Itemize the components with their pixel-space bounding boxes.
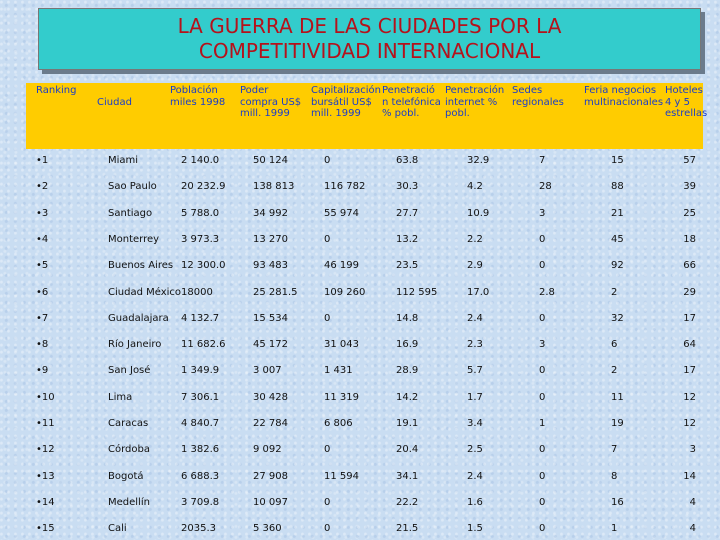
ranking-cell: •1 bbox=[36, 155, 49, 166]
value-cell: 19.1 bbox=[396, 418, 419, 429]
value-cell: 1 bbox=[539, 418, 546, 429]
value-cell: 66 bbox=[683, 260, 696, 272]
ranking-cell: •6 bbox=[36, 286, 49, 298]
value-cell: 4 bbox=[689, 523, 696, 535]
value-cell: 17.0 bbox=[467, 286, 490, 298]
value-cell: 32 bbox=[611, 312, 624, 324]
value-cell: 2.4 bbox=[467, 312, 483, 324]
value-cell: 21 bbox=[611, 207, 624, 219]
value-cell: 1.7 bbox=[467, 391, 483, 403]
city-cell: Monterrey bbox=[108, 233, 160, 245]
column-header-line: Poder bbox=[240, 85, 269, 96]
value-cell: 28 bbox=[539, 181, 552, 193]
column-header-5 bbox=[311, 85, 381, 120]
ranking-cell: •4 bbox=[36, 233, 49, 245]
ranking-cell: •11 bbox=[36, 418, 55, 429]
value-cell: 18 bbox=[683, 233, 696, 245]
value-cell: 2.5 bbox=[467, 444, 483, 456]
value-cell: 4 840.7 bbox=[181, 418, 220, 429]
city-cell: Sao Paulo bbox=[108, 181, 157, 193]
value-cell: 29 bbox=[683, 286, 696, 298]
ranking-cell: •12 bbox=[36, 444, 55, 456]
value-cell: 12 bbox=[683, 418, 696, 429]
value-cell: 138 813 bbox=[253, 181, 295, 193]
title-line-2: COMPETITIVIDAD INTERNACIONAL bbox=[198, 39, 541, 63]
value-cell: 50 124 bbox=[253, 155, 288, 166]
city-cell: Miami bbox=[108, 155, 139, 166]
column-header-line: 4 y 5 bbox=[665, 96, 690, 108]
value-cell: 1 bbox=[611, 523, 618, 535]
value-cell: 4 bbox=[689, 496, 696, 508]
column-header-line: % pobl. bbox=[382, 108, 420, 119]
title-line-1: LA GUERRA DE LAS CIUDADES POR LA bbox=[177, 14, 562, 38]
ranking-cell: •2 bbox=[36, 181, 49, 193]
table-row bbox=[0, 312, 720, 328]
value-cell: 116 782 bbox=[324, 181, 366, 193]
city-cell: Ciudad México bbox=[108, 286, 182, 298]
value-cell: 4.2 bbox=[467, 181, 483, 193]
value-cell: 92 bbox=[611, 260, 624, 272]
value-cell: 34 992 bbox=[253, 207, 288, 219]
value-cell: 1 382.6 bbox=[181, 444, 220, 456]
column-header-1 bbox=[36, 85, 76, 97]
value-cell: 2.2 bbox=[467, 233, 483, 245]
value-cell: 45 bbox=[611, 233, 624, 245]
city-cell: Córdoba bbox=[108, 444, 150, 456]
value-cell: 2 140.0 bbox=[181, 155, 220, 166]
value-cell: 0 bbox=[324, 312, 331, 324]
value-cell: 14.2 bbox=[396, 391, 419, 403]
value-cell: 55 974 bbox=[324, 207, 359, 219]
table-row bbox=[0, 522, 720, 538]
value-cell: 3 bbox=[689, 444, 696, 456]
value-cell: 2.4 bbox=[467, 470, 483, 482]
value-cell: 3 007 bbox=[253, 365, 282, 377]
ranking-cell: •5 bbox=[36, 260, 49, 272]
value-cell: 12 300.0 bbox=[181, 260, 226, 272]
value-cell: 20.4 bbox=[396, 444, 419, 456]
column-header-line: pobl. bbox=[445, 108, 470, 119]
city-cell: San José bbox=[108, 365, 151, 377]
value-cell: 0 bbox=[539, 365, 546, 377]
value-cell: 23.5 bbox=[396, 260, 419, 272]
table-row bbox=[0, 443, 720, 459]
value-cell: 28.9 bbox=[396, 365, 419, 377]
table-row bbox=[0, 286, 720, 302]
city-cell: Río Janeiro bbox=[108, 339, 162, 351]
value-cell: 5 360 bbox=[253, 523, 282, 535]
value-cell: 0 bbox=[324, 523, 331, 535]
column-header-7 bbox=[445, 85, 504, 120]
ranking-cell: •3 bbox=[36, 207, 49, 219]
table-row bbox=[0, 259, 720, 275]
value-cell: 2.9 bbox=[467, 260, 483, 272]
column-header-8 bbox=[512, 85, 564, 108]
city-cell: Guadalajara bbox=[108, 312, 169, 324]
value-cell: 1 349.9 bbox=[181, 365, 220, 377]
column-header-line: Penetració bbox=[382, 85, 435, 96]
value-cell: 7 bbox=[611, 444, 618, 456]
column-header-10 bbox=[665, 85, 707, 120]
value-cell: 64 bbox=[683, 339, 696, 351]
value-cell: 25 281.5 bbox=[253, 286, 298, 298]
value-cell: 46 199 bbox=[324, 260, 359, 272]
ranking-cell: •8 bbox=[36, 339, 49, 351]
city-cell: Santiago bbox=[108, 207, 153, 219]
value-cell: 1.5 bbox=[467, 523, 483, 535]
column-header-4 bbox=[240, 85, 301, 120]
value-cell: 13.2 bbox=[396, 233, 419, 245]
value-cell: 30.3 bbox=[396, 181, 419, 193]
value-cell: 20 232.9 bbox=[181, 181, 226, 193]
value-cell: 19 bbox=[611, 418, 624, 429]
city-cell: Cali bbox=[108, 523, 127, 535]
column-header-line: multinacionales bbox=[584, 96, 664, 108]
value-cell: 32.9 bbox=[467, 155, 490, 166]
value-cell: 9 092 bbox=[253, 444, 282, 456]
value-cell: 22 784 bbox=[253, 418, 288, 429]
column-header-3 bbox=[170, 85, 225, 108]
value-cell: 45 172 bbox=[253, 339, 288, 351]
value-cell: 0 bbox=[324, 155, 331, 166]
value-cell: 2.3 bbox=[467, 339, 483, 351]
value-cell: 7 bbox=[539, 155, 546, 166]
ranking-cell: •14 bbox=[36, 496, 55, 508]
value-cell: 16 bbox=[611, 496, 624, 508]
value-cell: 0 bbox=[324, 233, 331, 245]
table-row bbox=[0, 364, 720, 380]
value-cell: 109 260 bbox=[324, 286, 366, 298]
value-cell: 0 bbox=[324, 444, 331, 456]
value-cell: 2 bbox=[611, 365, 618, 377]
value-cell: 25 bbox=[683, 207, 696, 219]
column-header-line: regionales bbox=[512, 96, 564, 108]
column-header-line: Penetración bbox=[445, 85, 505, 96]
value-cell: 0 bbox=[539, 523, 546, 535]
ranking-cell: •9 bbox=[36, 365, 49, 377]
column-header-line: internet % bbox=[445, 96, 498, 108]
title-box bbox=[38, 8, 701, 70]
value-cell: 34.1 bbox=[396, 470, 419, 482]
value-cell: 3 973.3 bbox=[181, 233, 220, 245]
table-row bbox=[0, 417, 720, 433]
value-cell: 27.7 bbox=[396, 207, 419, 219]
column-header-line: Ranking bbox=[36, 85, 77, 96]
value-cell: 14.8 bbox=[396, 312, 419, 324]
city-cell: Medellín bbox=[108, 496, 150, 508]
table-row bbox=[0, 496, 720, 512]
value-cell: 6 806 bbox=[324, 418, 353, 429]
value-cell: 0 bbox=[539, 444, 546, 456]
value-cell: 3 bbox=[539, 339, 546, 351]
value-cell: 11 682.6 bbox=[181, 339, 226, 351]
value-cell: 12 bbox=[683, 391, 696, 403]
value-cell: 3.4 bbox=[467, 418, 483, 429]
value-cell: 3 bbox=[539, 207, 546, 219]
table-row bbox=[0, 154, 720, 170]
column-header-line: n telefónica bbox=[382, 96, 441, 108]
value-cell: 2 bbox=[611, 286, 618, 298]
city-cell: Buenos Aires bbox=[108, 260, 174, 272]
city-cell: Bogotá bbox=[108, 470, 144, 482]
value-cell: 5 788.0 bbox=[181, 207, 220, 219]
ranking-cell: •13 bbox=[36, 470, 55, 482]
column-header-9 bbox=[584, 85, 663, 108]
value-cell: 0 bbox=[539, 260, 546, 272]
column-header-line: compra US$ bbox=[240, 96, 302, 108]
value-cell: 16.9 bbox=[396, 339, 419, 351]
value-cell: 2.8 bbox=[539, 286, 555, 298]
value-cell: 22.2 bbox=[396, 496, 419, 508]
value-cell: 8 bbox=[611, 470, 618, 482]
value-cell: 0 bbox=[539, 496, 546, 508]
column-header-2 bbox=[97, 97, 132, 109]
ranking-cell: •10 bbox=[36, 391, 55, 403]
column-header-line: Ciudad bbox=[97, 97, 132, 108]
value-cell: 10.9 bbox=[467, 207, 490, 219]
value-cell: 17 bbox=[683, 312, 696, 324]
column-header-line: Hoteles bbox=[665, 85, 703, 96]
column-header-6 bbox=[382, 85, 441, 120]
value-cell: 3 709.8 bbox=[181, 496, 220, 508]
table-row bbox=[0, 180, 720, 196]
table-row bbox=[0, 233, 720, 249]
value-cell: 0 bbox=[539, 312, 546, 324]
value-cell: 14 bbox=[683, 470, 696, 482]
column-header-line: Sedes bbox=[512, 85, 543, 96]
value-cell: 0 bbox=[539, 233, 546, 245]
value-cell: 30 428 bbox=[253, 391, 288, 403]
value-cell: 6 bbox=[611, 339, 618, 351]
value-cell: 11 594 bbox=[324, 470, 359, 482]
value-cell: 18000 bbox=[181, 286, 213, 298]
value-cell: 1 431 bbox=[324, 365, 353, 377]
city-cell: Caracas bbox=[108, 418, 149, 429]
value-cell: 13 270 bbox=[253, 233, 288, 245]
value-cell: 112 595 bbox=[396, 286, 438, 298]
value-cell: 39 bbox=[683, 181, 696, 193]
table-row bbox=[0, 338, 720, 354]
table-row bbox=[0, 207, 720, 223]
value-cell: 4 132.7 bbox=[181, 312, 220, 324]
ranking-cell: •7 bbox=[36, 312, 49, 324]
value-cell: 27 908 bbox=[253, 470, 288, 482]
value-cell: 21.5 bbox=[396, 523, 419, 535]
table-row bbox=[0, 391, 720, 407]
value-cell: 0 bbox=[539, 391, 546, 403]
table-row bbox=[0, 470, 720, 486]
city-cell: Lima bbox=[108, 391, 133, 403]
column-header-line: estrellas bbox=[665, 108, 708, 119]
column-header-line: mill. 1999 bbox=[311, 108, 361, 119]
column-header-line: Capitalización bbox=[311, 85, 381, 96]
value-cell: 11 319 bbox=[324, 391, 359, 403]
value-cell: 10 097 bbox=[253, 496, 288, 508]
value-cell: 93 483 bbox=[253, 260, 288, 272]
value-cell: 15 bbox=[611, 155, 624, 166]
value-cell: 17 bbox=[683, 365, 696, 377]
value-cell: 0 bbox=[539, 470, 546, 482]
value-cell: 2035.3 bbox=[181, 523, 216, 535]
value-cell: 31 043 bbox=[324, 339, 359, 351]
ranking-cell: •15 bbox=[36, 523, 55, 535]
value-cell: 6 688.3 bbox=[181, 470, 220, 482]
value-cell: 0 bbox=[324, 496, 331, 508]
value-cell: 11 bbox=[611, 391, 624, 403]
value-cell: 1.6 bbox=[467, 496, 483, 508]
value-cell: 63.8 bbox=[396, 155, 419, 166]
column-header-line: Feria negocios bbox=[584, 85, 657, 96]
value-cell: 7 306.1 bbox=[181, 391, 220, 403]
value-cell: 57 bbox=[683, 155, 696, 166]
column-header-line: bursátil US$ bbox=[311, 96, 372, 108]
value-cell: 5.7 bbox=[467, 365, 483, 377]
column-header-line: miles 1998 bbox=[170, 96, 226, 108]
value-cell: 88 bbox=[611, 181, 624, 193]
value-cell: 15 534 bbox=[253, 312, 288, 324]
column-header-line: mill. 1999 bbox=[240, 108, 290, 119]
column-header-line: Población bbox=[170, 85, 218, 96]
